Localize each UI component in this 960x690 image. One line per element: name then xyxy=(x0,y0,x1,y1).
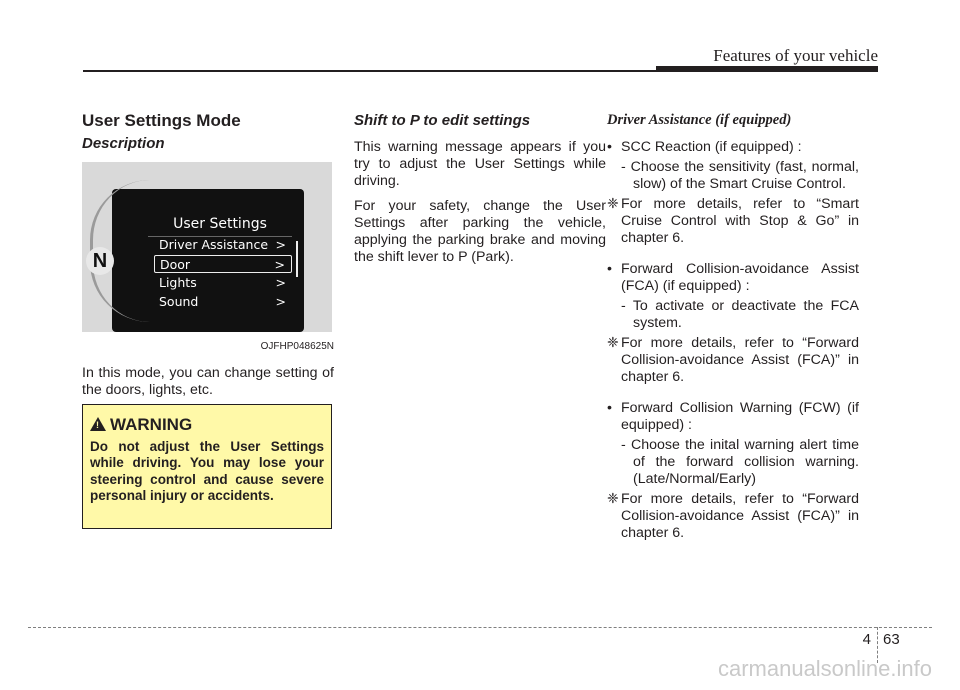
sub-item: - To activate or deactivate the FCA system. xyxy=(621,298,859,331)
column-1 xyxy=(82,112,334,407)
figure-caption: OJFHP048625N xyxy=(260,341,334,352)
screen-title: User Settings xyxy=(148,216,292,237)
footer-rule xyxy=(28,627,932,628)
scroll-indicator xyxy=(296,241,298,277)
driver-assistance-heading: Driver Assistance (if equipped) xyxy=(607,112,792,128)
note-mark-icon: ❈ xyxy=(607,335,619,351)
gear-n-badge: N xyxy=(86,247,114,275)
note: ❈ For more details, refer to “Forward Collision-avoidance Assist (FCA)” in chapter 6. xyxy=(607,491,859,541)
bullet-item: • SCC Reaction (if equipped) : xyxy=(607,139,859,156)
shift-p-heading: Shift to P to edit settings xyxy=(354,112,531,129)
sub-item: - Choose the sensitivity (fast, normal, slow) of the Smart Cruise Control. xyxy=(621,159,859,192)
watermark: carmanualsonline.info xyxy=(717,656,932,681)
bullet-item: • Forward Collision Warning (FCW) (if equipped) : xyxy=(607,400,859,434)
note-mark-icon: ❈ xyxy=(607,491,619,507)
column-2 xyxy=(354,112,606,274)
warning-title: ! WARNING xyxy=(110,415,324,435)
shift-p-text-2: For your safety, change the User Settings after parking the vehicle, applying the parking brake and moving the shift lever to P (Park). xyxy=(354,198,606,265)
chevron-right-icon: > xyxy=(275,294,286,309)
warning-box xyxy=(82,404,332,529)
cluster-figure xyxy=(82,162,332,332)
bullet-item: • Forward Collision-avoidance Assist (FCA) (if equipped) : xyxy=(607,261,859,295)
column-3 xyxy=(607,112,859,556)
description-heading: Description xyxy=(82,135,165,152)
page-number: 63 xyxy=(883,631,900,648)
menu-item-lights: Lights > xyxy=(159,275,286,290)
note: ❈ For more details, refer to “Forward Collision-avoidance Assist (FCA)” in chapter 6. xyxy=(607,335,859,385)
menu-item-driver-assistance: Driver Assistance > xyxy=(159,237,286,252)
note: ❈ For more details, refer to “Smart Cruise Control with Stop & Go” in chapter 6. xyxy=(607,196,859,246)
description-text: In this mode, you can change setting of the doors, lights, etc. xyxy=(82,365,334,398)
chevron-right-icon: > xyxy=(275,275,286,290)
warning-text: Do not adjust the User Settings while driving. You may lose your steering control and cause severe personal injury or accidents. xyxy=(90,439,324,504)
menu-item-sound: Sound > xyxy=(159,294,286,309)
warning-icon: ! xyxy=(90,417,106,431)
shift-p-text-1: This warning message appears if you try to adjust the User Settings while driving. xyxy=(354,139,606,189)
header-rule-thick xyxy=(656,66,878,72)
chevron-right-icon: > xyxy=(275,237,286,252)
section-header: Features of your vehicle xyxy=(713,46,878,65)
note-mark-icon: ❈ xyxy=(607,196,619,212)
chevron-right-icon: > xyxy=(274,257,285,272)
sub-item: - Choose the inital warning alert time of the forward collision warning. (Late/Normal/Early) xyxy=(621,437,859,487)
menu-item-door: Door > xyxy=(154,255,292,273)
section-heading: User Settings Mode xyxy=(82,111,241,130)
chapter-number: 4 xyxy=(862,631,871,648)
